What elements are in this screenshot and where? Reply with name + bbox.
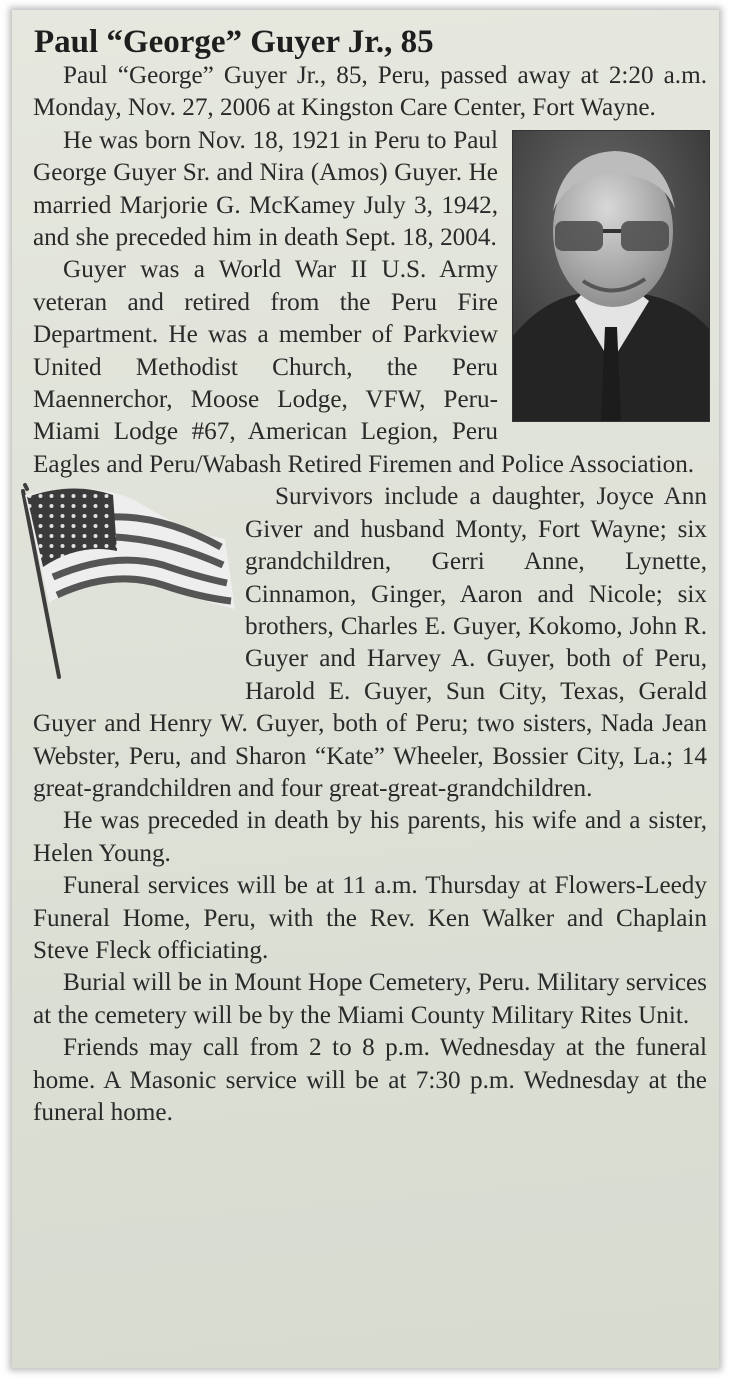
newspaper-clipping bbox=[12, 10, 719, 1368]
paragraph-funeral-services: Funeral services will be at 11 a.m. Thursday at Flowers-Leedy Funeral Home, Peru, with the Rev. Ken Walker and Chaplain Steve Fleck officiating. bbox=[33, 872, 707, 964]
paragraph-service-memberships: Guyer was a World War II U.S. Army veteran and retired from the Peru Fire Department. He was a member of Parkview United Methodist Church, the Peru Maennerchor, Moose Lodge, VFW, Peru-Miami Lodge #67, American Legion, Peru Eagles and Peru/Wabash Retired Firemen and Police Association. bbox=[33, 256, 695, 478]
portrait-photo bbox=[512, 130, 710, 422]
paragraph-birth-marriage: He was born Nov. 18, 1921 in Peru to Paul George Guyer Sr. and Nira (Amos) Guyer. He married Marjorie G. McKamey July 3, 1942, and she preceded him in death Sept. 18, 2004. bbox=[33, 126, 498, 252]
paragraph-preceded-in-death: He was preceded in death by his parents, his wife and a sister, Helen Young. bbox=[33, 807, 707, 867]
paragraph-visitation: Friends may call from 2 to 8 p.m. Wednesday at the funeral home. A Masonic service will be at 7:30 p.m. Wednesday at the funeral home. bbox=[33, 1034, 707, 1126]
american-flag-image bbox=[13, 481, 235, 686]
obituary-body bbox=[33, 60, 707, 1129]
paragraph-survivors: Survivors include a daughter, Joyce Ann Giver and husband Monty, Fort Wayne; six grandchildren, Gerri Anne, Lynette, Cinnamon, Ginger, Aaron and Nicole; six brothers, Charles E. Guyer, Kokomo, John R. Guyer and Harvey A. Guyer, both of Peru, Harold E. Guyer, Sun City, Texas, Gerald Guyer and Henry W. Guyer, both of Peru; two sisters, Nada Jean Webster, Peru, and Sharon “Kate” Wheeler, Bossier City, La.; 14 great-grandchildren and four great-great-grandchildren. bbox=[33, 481, 707, 805]
obituary-title: Paul “George” Guyer Jr., 85 bbox=[34, 24, 434, 60]
paragraph-death-notice: Paul “George” Guyer Jr., 85, Peru, passed away at 2:20 a.m. Monday, Nov. 27, 2006 at Kingston Care Center, Fort Wayne. bbox=[33, 62, 707, 122]
paragraph-burial: Burial will be in Mount Hope Cemetery, Peru. Military services at the cemetery will be by the Miami County Military Rites Unit. bbox=[33, 969, 707, 1029]
